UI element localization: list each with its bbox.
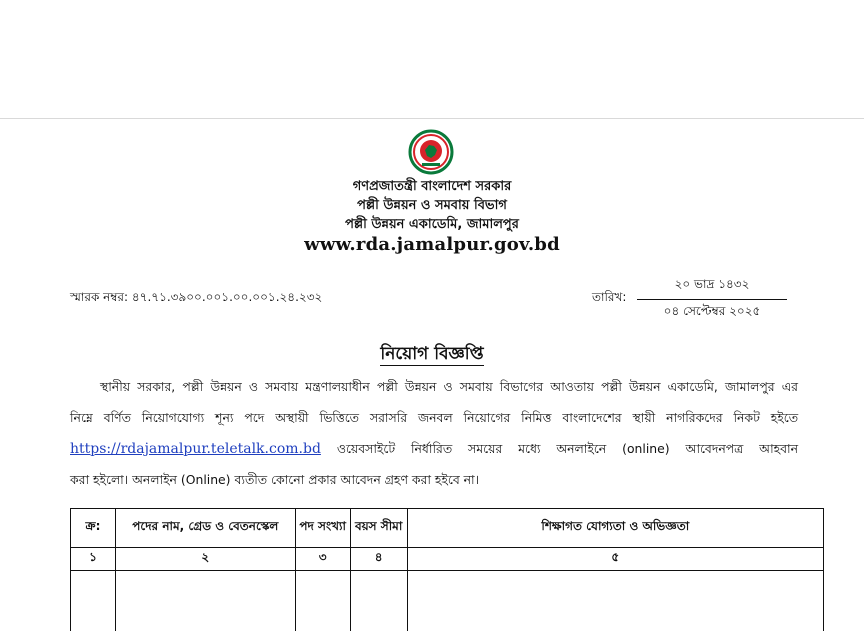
vacancy-table	[70, 508, 824, 631]
table-cell	[295, 571, 350, 632]
num-4: ৪	[350, 548, 407, 571]
body-line-1: স্থানীয় সরকার, পল্লী উন্নয়ন ও সমবায় মন্ত্রণালয়াধীন পল্লী উন্নয়ন ও সমবায় বিভাগের আওতায় পল্লী উন্নয়ন একাডেমি, জামালপুর এর	[100, 379, 798, 394]
date-label: তারিখ:	[592, 290, 627, 304]
body-line-3-text: ওয়েবসাইটে নির্ধারিত সময়ের মধ্যে অনলাইনে (online) আবেদনপত্র আহবান	[320, 441, 798, 456]
bangladesh-govt-emblem-icon	[408, 129, 454, 175]
table-row	[71, 571, 824, 632]
body-line-2: নিম্নে বর্ণিত নিয়োগযোগ্য শূন্য পদে অস্থায়ী ভিত্তিতে সরাসরি জনবল নিয়োগের নিমিত্ত বাংলাদেশের স্থায়ী নাগরিকদের নিকট হইতে	[70, 410, 798, 425]
table-cell	[71, 571, 116, 632]
num-5: ৫	[407, 548, 823, 571]
govt-name: গণপ্রজাতন্ত্রী বাংলাদেশ সরকার	[352, 179, 512, 194]
table-cell	[115, 571, 295, 632]
col-post: পদের নাম, গ্রেড ও বেতনস্কেল	[115, 509, 295, 548]
col-serial: ক্র:	[71, 509, 116, 548]
num-1: ১	[71, 548, 116, 571]
website-address: www.rda.jamalpur.gov.bd	[304, 234, 560, 255]
body-line-4: করা হইলো। অনলাইন (Online) ব্যতীত কোনো প্রকার আবেদন গ্রহণ করা হইবে না।	[70, 472, 480, 487]
teletalk-link[interactable]: https://rdajamalpur.teletalk.com.bd	[70, 441, 321, 457]
division-name: পল্লী উন্নয়ন ও সমবায় বিভাগ	[357, 198, 507, 213]
table-cell	[350, 571, 407, 632]
col-age: বয়স সীমা	[350, 509, 407, 548]
notice-title	[0, 341, 864, 369]
num-2: ২	[115, 548, 295, 571]
table-row	[71, 548, 824, 571]
memo-number: স্মারক নম্বর: ৪৭.৭১.৩৯০০.০০১.০০.০০১.২৪.২৩২	[70, 290, 323, 304]
notice-body	[70, 371, 798, 495]
notice-title-text: নিয়োগ বিজ্ঞপ্তি	[380, 344, 484, 364]
document-page	[0, 119, 864, 632]
table-cell	[407, 571, 823, 632]
body-line-3	[70, 433, 798, 464]
date-english: ০৪ সেপ্টেম্বর ২০২৫	[663, 304, 761, 318]
browser-blank-area	[0, 0, 864, 119]
col-count: পদ সংখ্যা	[295, 509, 350, 548]
num-3: ৩	[295, 548, 350, 571]
academy-name: পল্লী উন্নয়ন একাডেমি, জামালপুর	[345, 217, 519, 232]
table-header-row	[71, 509, 824, 548]
col-qualification: শিক্ষাগত যোগ্যতা ও অভিজ্ঞতা	[407, 509, 823, 548]
date-box	[637, 276, 787, 323]
date-bangla: ২০ ভাদ্র ১৪৩২	[637, 276, 787, 300]
